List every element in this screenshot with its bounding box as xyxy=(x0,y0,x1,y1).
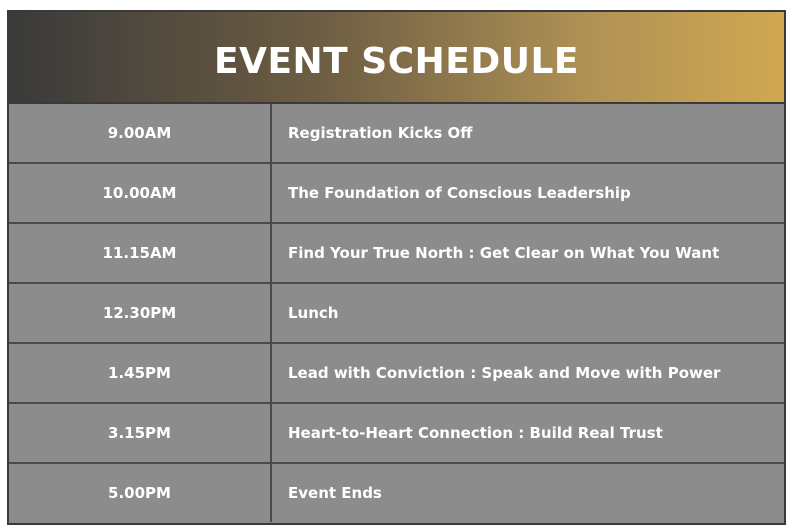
schedule-rows xyxy=(9,104,784,522)
schedule-event: Lunch xyxy=(288,304,339,322)
schedule-event: Find Your True North : Get Clear on What You Want xyxy=(288,244,720,262)
schedule-row xyxy=(9,464,784,522)
schedule-header xyxy=(9,12,784,104)
schedule-row xyxy=(9,164,784,224)
schedule-time: 1.45PM xyxy=(9,344,272,402)
schedule-row xyxy=(9,404,784,464)
event-schedule-table xyxy=(7,10,786,525)
schedule-row xyxy=(9,224,784,284)
schedule-row xyxy=(9,344,784,404)
schedule-time: 3.15PM xyxy=(9,404,272,462)
schedule-event: Registration Kicks Off xyxy=(288,124,473,142)
schedule-event: The Foundation of Conscious Leadership xyxy=(288,184,631,202)
schedule-time: 11.15AM xyxy=(9,224,272,282)
schedule-event: Heart-to-Heart Connection : Build Real Trust xyxy=(288,424,663,442)
schedule-time: 9.00AM xyxy=(9,104,272,162)
schedule-title: EVENT SCHEDULE xyxy=(214,40,579,82)
schedule-time: 10.00AM xyxy=(9,164,272,222)
schedule-row xyxy=(9,104,784,164)
schedule-event: Lead with Conviction : Speak and Move with Power xyxy=(288,364,721,382)
schedule-time: 5.00PM xyxy=(9,464,272,522)
schedule-row xyxy=(9,284,784,344)
schedule-time: 12.30PM xyxy=(9,284,272,342)
schedule-event: Event Ends xyxy=(288,484,382,502)
